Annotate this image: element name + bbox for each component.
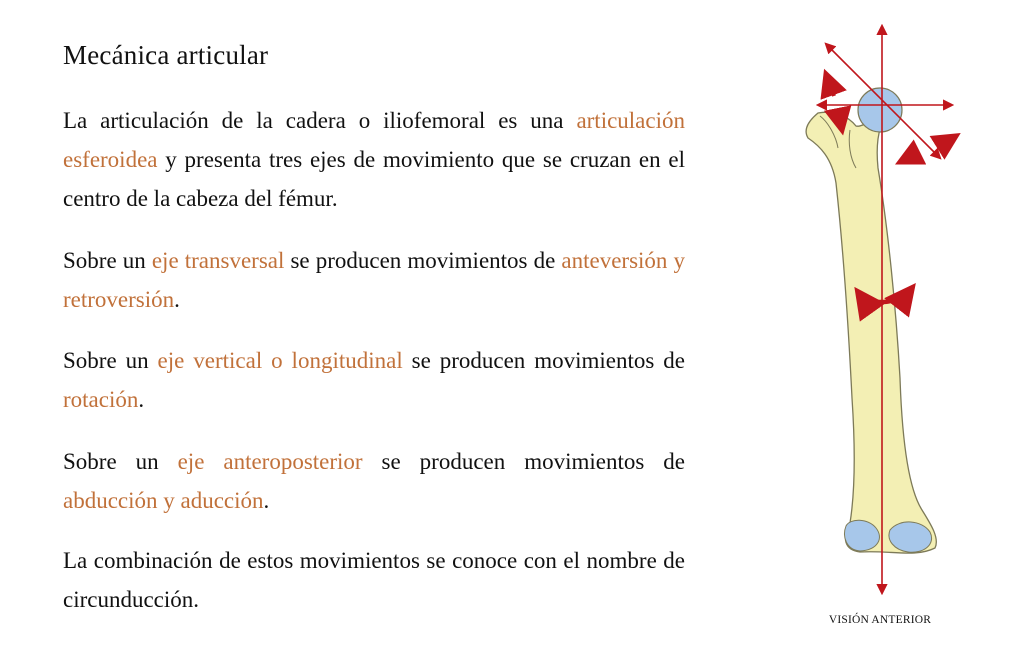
- paragraph-text: se producen movimientos de: [362, 449, 685, 474]
- highlighted-term: eje anteroposterior: [177, 449, 363, 474]
- highlighted-term: articulación esferoidea: [63, 108, 685, 172]
- paragraph-text: se producen movimientos de: [284, 248, 562, 273]
- highlighted-term: eje transversal: [151, 248, 285, 273]
- femur-bone: [806, 112, 936, 553]
- paragraph-text: La articulación de la cadera o iliofemoral es una: [63, 108, 577, 133]
- highlighted-term: eje vertical o longitudinal: [157, 348, 403, 373]
- paragraph-transverse-axis: [63, 241, 685, 319]
- paragraph-circumduction: [63, 541, 685, 619]
- paragraph-text: .: [174, 287, 180, 312]
- paragraph-vertical-axis: [63, 341, 685, 419]
- paragraph-text: Sobre un: [63, 449, 178, 474]
- adduction-arrow: [900, 154, 916, 162]
- paragraph-text: Sobre un: [63, 248, 152, 273]
- page-title: Mecánica articular: [63, 40, 269, 70]
- paragraph-text: y presenta tres ejes de movimiento que se cruzan en el centro de la cabeza del fémur.: [63, 147, 685, 211]
- paragraph-intro: [63, 101, 685, 218]
- figure-caption: VISIÓN ANTERIOR: [828, 614, 932, 626]
- paragraph-anteroposterior-axis: [63, 442, 685, 520]
- abduction-arrow: [940, 136, 956, 146]
- paragraph-text: se producen movimientos de: [402, 348, 685, 373]
- paragraph-text: .: [263, 488, 270, 513]
- paragraph-text: Sobre un: [63, 348, 158, 373]
- paragraph-text: La combinación de estos movimientos se conoce con el nombre de circunducción.: [63, 548, 685, 612]
- paragraph-text: .: [138, 387, 145, 412]
- highlighted-term: anteversión y retroversión: [63, 248, 685, 312]
- anteversion-arrow: [826, 74, 834, 96]
- femur-illustration: [790, 18, 980, 608]
- femoral-head: [858, 88, 902, 132]
- highlighted-term: rotación: [63, 387, 139, 412]
- highlighted-term: abducción y aducción: [63, 488, 264, 513]
